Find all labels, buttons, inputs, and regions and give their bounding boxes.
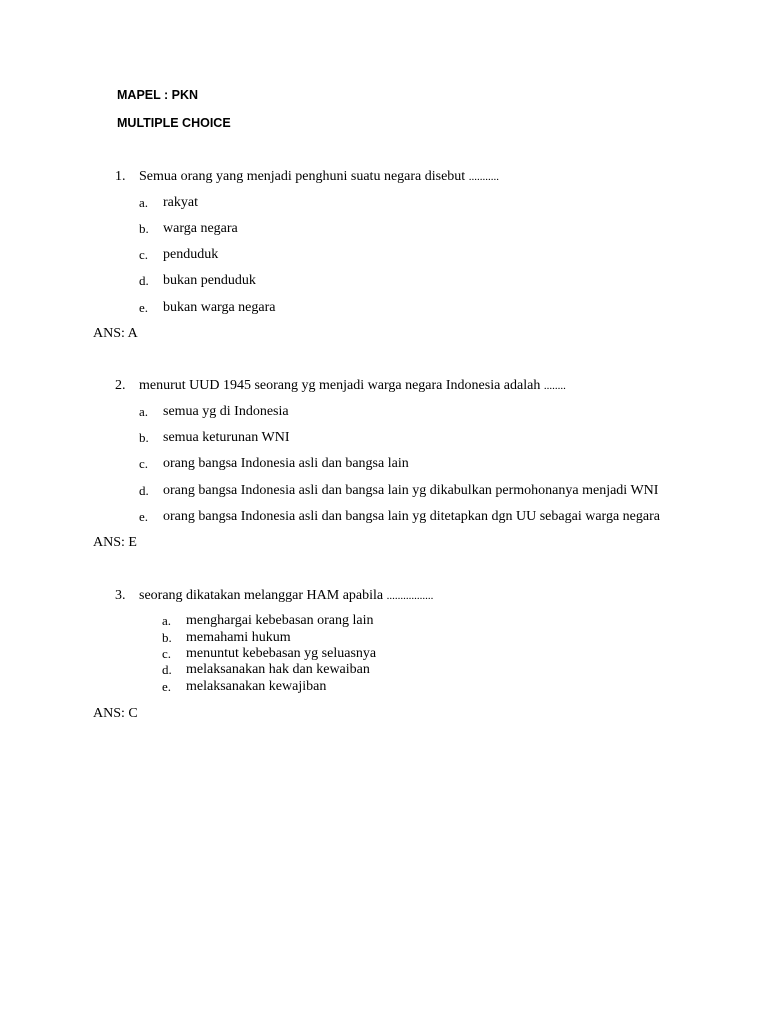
answer-3: ANS: C	[93, 706, 138, 721]
question-text: menurut UUD 1945 seorang yg menjadi warga negara Indonesia adalah ........	[139, 378, 566, 393]
subject-heading: MAPEL : PKN	[117, 88, 199, 102]
question-text: seorang dikatakan melanggar HAM apabila .................	[139, 588, 434, 603]
question-number: 2.	[115, 378, 126, 393]
question-text: Semua orang yang menjadi penghuni suatu negara disebut ...........	[139, 169, 499, 184]
answer-2: ANS: E	[93, 535, 137, 550]
question-type-heading: MULTIPLE CHOICE	[117, 116, 231, 130]
question-number: 3.	[115, 588, 126, 603]
question-number: 1.	[115, 169, 126, 184]
answer-1: ANS: A	[93, 326, 138, 341]
